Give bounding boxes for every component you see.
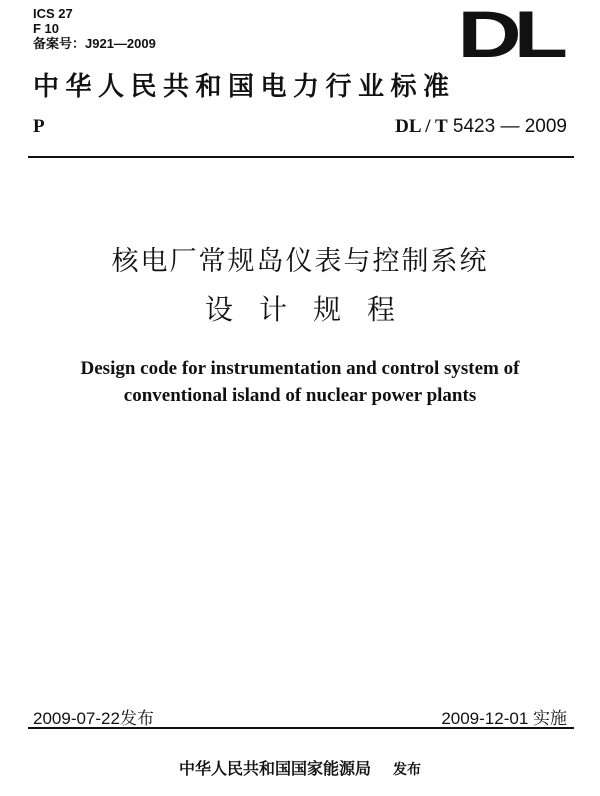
implementation-date: 2009-12-01 实施 [441, 709, 567, 728]
publish-action: 发布 [393, 762, 421, 778]
ics-code: ICS 27 [33, 6, 73, 21]
title-cn-line2: 设计规程 [204, 293, 421, 326]
standard-category: 中华人民共和国电力行业标准 [33, 72, 456, 102]
title-en-line2: conventional island of nuclear power plants [123, 385, 477, 406]
standard-number [395, 116, 567, 138]
issue-date: 2009-07-22发布 [33, 709, 154, 728]
record-number: 备案号：J921—2009 [33, 36, 156, 51]
dl-logo: DL [457, 0, 560, 71]
title-en-line1: Design code for instrumentation and control system of [80, 358, 520, 379]
bottom-divider [28, 727, 574, 729]
top-divider [28, 156, 574, 158]
title-cn-line1: 核电厂常规岛仪表与控制系统 [111, 246, 489, 277]
clc-code: F 10 [33, 21, 60, 36]
standard-number-prefix: DL / T [395, 116, 448, 137]
publisher [0, 758, 600, 781]
publisher-name: 中华人民共和国国家能源局 [178, 759, 371, 778]
category-code: P [33, 116, 45, 137]
standard-number-value: 5423 — 2009 [452, 116, 567, 137]
